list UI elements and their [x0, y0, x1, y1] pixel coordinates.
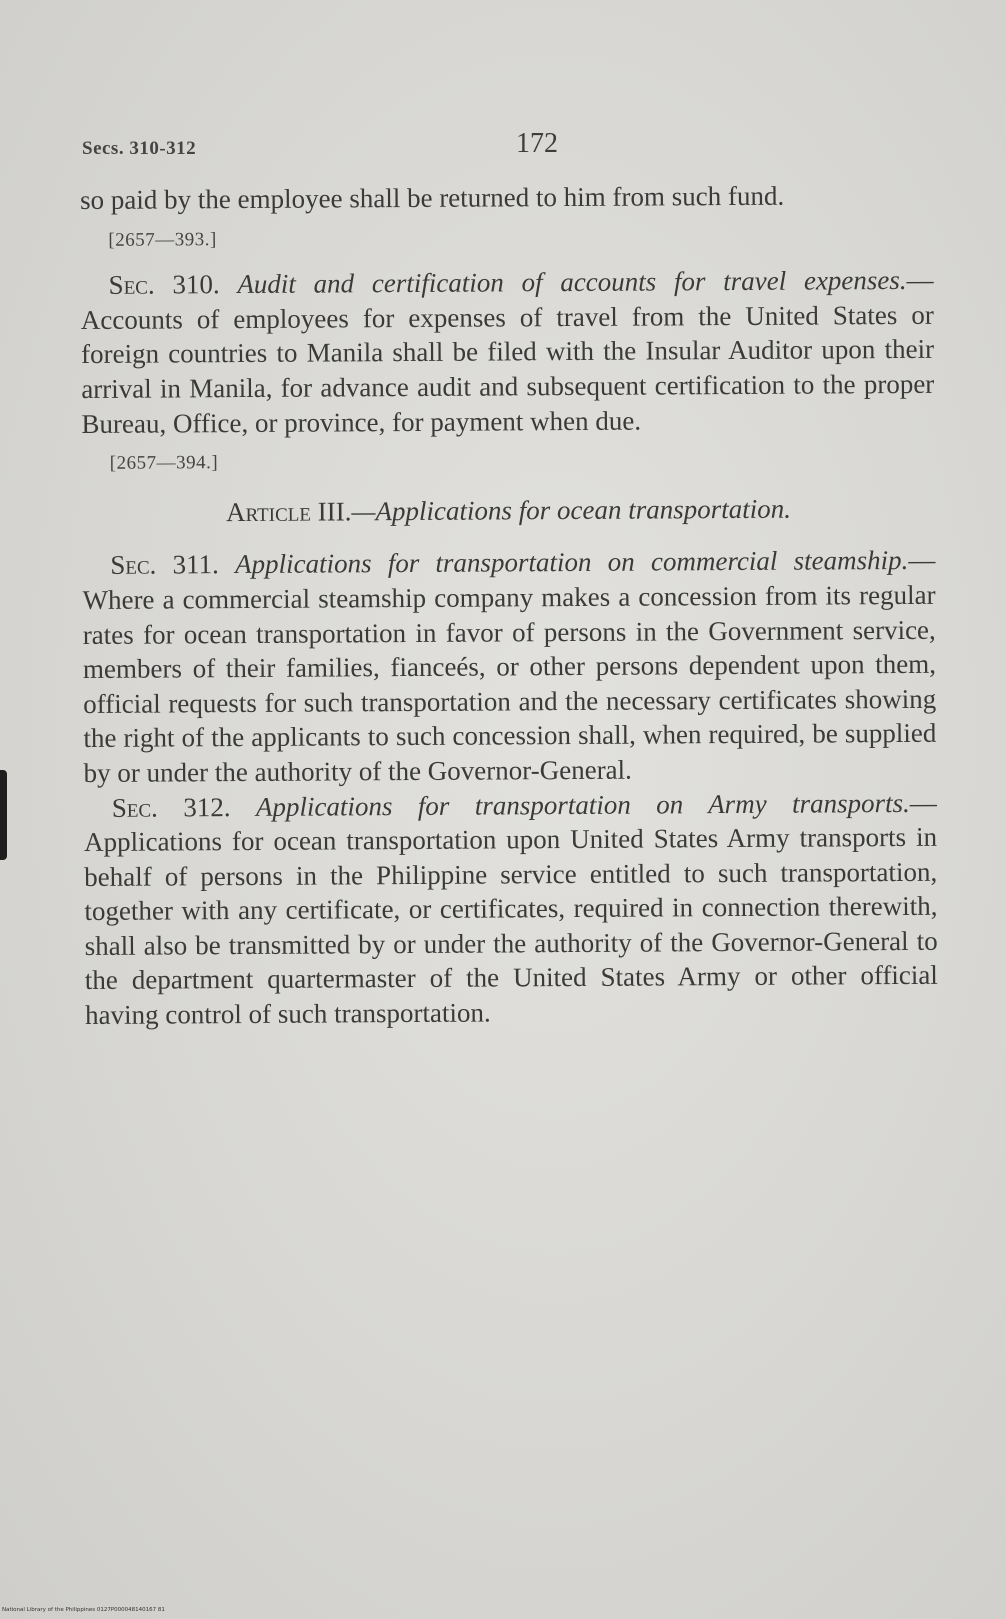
- article-label: Article III.: [225, 496, 352, 527]
- section-label: Sec. 312.: [111, 791, 231, 823]
- section-label: Sec. 311.: [110, 549, 219, 581]
- page-number: 172: [516, 128, 558, 159]
- page-header: [82, 128, 932, 168]
- section-title: Audit and certification of accounts for travel expenses.: [237, 265, 907, 300]
- scan-edge-mark: [0, 770, 7, 860]
- citation-ref: [2657—394.]: [109, 452, 219, 474]
- carry-over-paragraph: so paid by the employee shall be returned to him from such fund.: [80, 180, 785, 215]
- article-title: —Applications for ocean transportation.: [351, 493, 792, 527]
- section-text: —Where a commercial steamship company makes a concession from its regular rates for ocean transportation in favor of persons in the Government service, members of their families, fianceés, or other persons dependent upon them, official requests for such transportation and the necessary certificates showing the right of the applicants to such concession shall, when required, be supplied by or under the authority of the Governor-General.: [82, 545, 937, 788]
- article-heading: [82, 491, 935, 531]
- section-range: Secs. 310-312: [82, 138, 197, 159]
- scan-footer-text: National Library of the Philippines 0127P000048140167 81: [2, 1607, 165, 1613]
- section-title: Applications for transportation on commercial steamship.: [234, 545, 909, 580]
- section-311: [82, 543, 936, 790]
- section-label: Sec. 310.: [108, 269, 220, 301]
- page-body: [80, 178, 938, 1033]
- section-310: [81, 263, 935, 441]
- section-312: [84, 785, 938, 1032]
- section-text: —Accounts of employees for expenses of travel from the United States or foreign countries to Manila shall be filed with the Insular Auditor upon their arrival in Manila, for advance audit and subsequent certification to the proper Bureau, Office, or province, for payment when due.: [80, 264, 935, 439]
- section-title: Applications for transportation on Army transports.: [255, 787, 910, 822]
- section-text: —Applications for ocean transportation upon United States Army transports in behalf of persons in the Philippine service entitled to such transportation, together with any certificate, or certificates, required in connection therewith, shall also be transmitted by or under the authority of the Governor-General to the department quartermaster of the United States Army or other official having control of such transportation.: [83, 787, 938, 1031]
- citation-ref: [2657—393.]: [108, 228, 217, 251]
